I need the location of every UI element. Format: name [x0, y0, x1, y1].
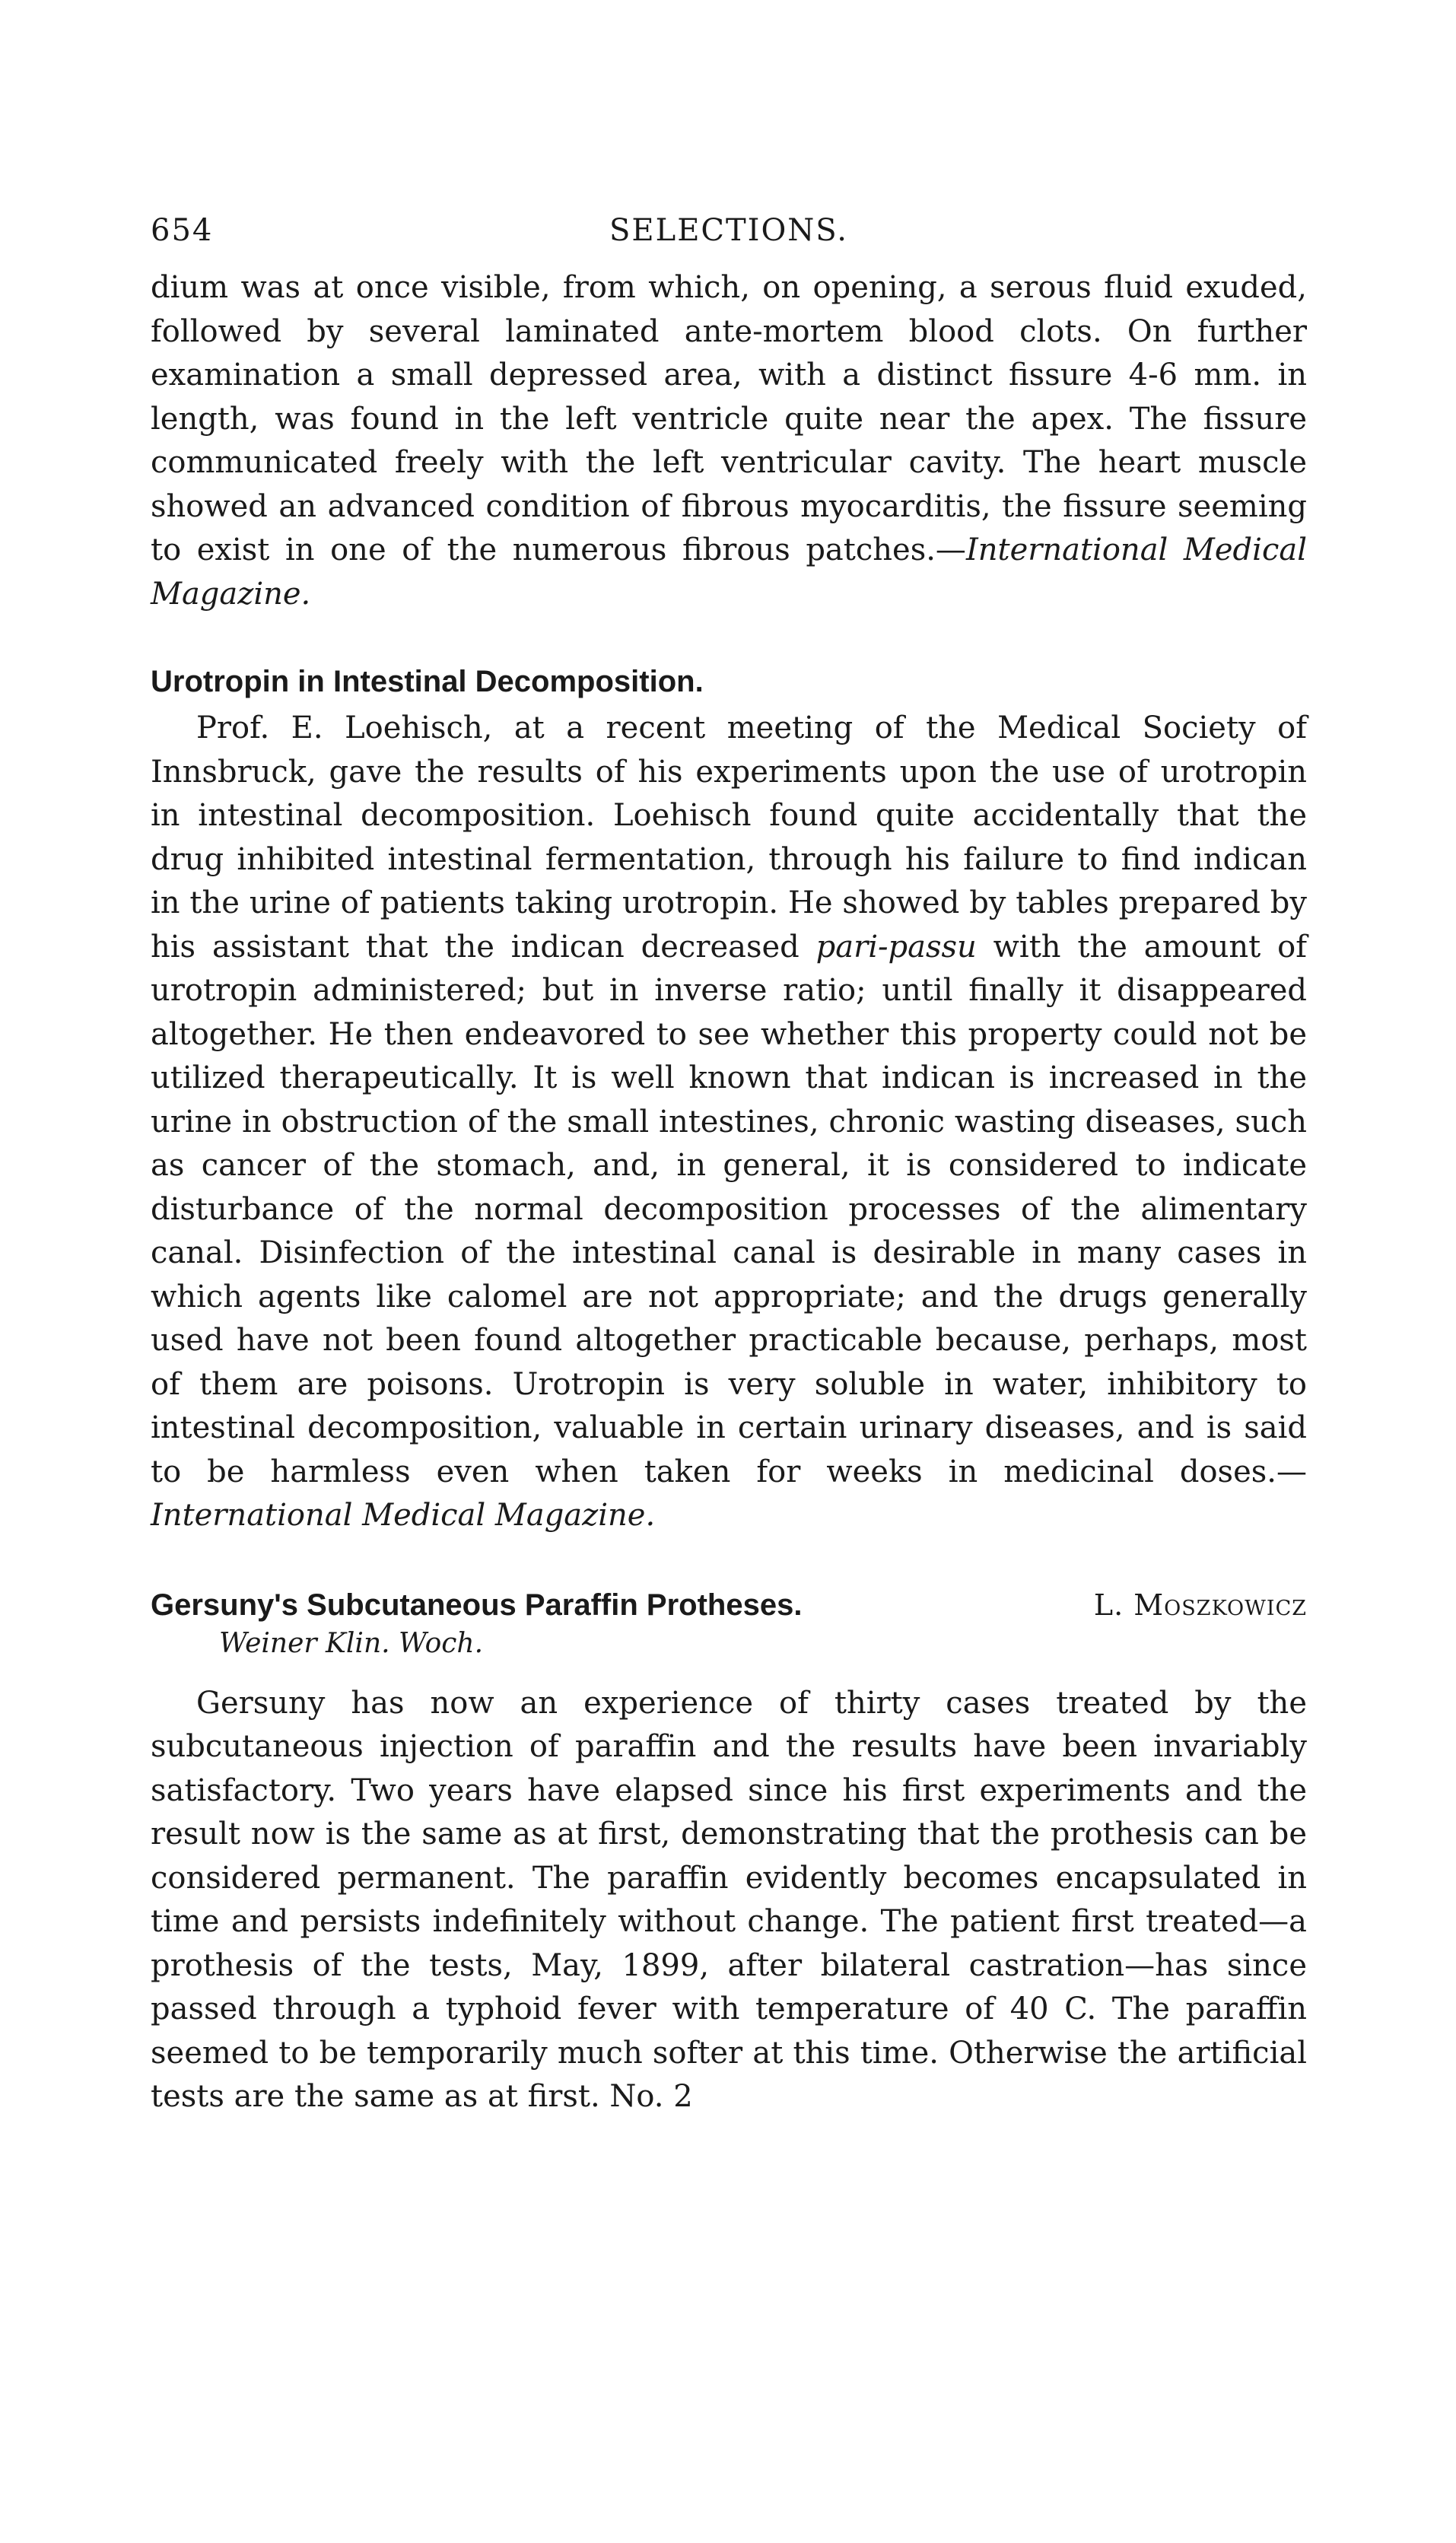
urotropin-source: International Medical Magazine.: [151, 1498, 656, 1533]
continuation-source: International Medical Magazine.: [151, 532, 1307, 612]
urotropin-text-continued: with the amount of urotropin administered; but in inverse ratio; until finally it disappeared altogether. He then endeavored to see whether this property could not be utilized therapeutically. It is well known that indican is increased in the urine in obstruction of the small intestines, chronic wasting diseases, such as cancer of the stomach, and, in general, it is considered to indicate disturbance of the normal decomposition processes of the alimentary canal. Disinfection of the intestinal canal is desirable in many cases in which agents like calomel are not appropriate; and the drugs generally used have not been found altogether practicable because, perhaps, most of them are poisons. Urotropin is very soluble in water, inhibitory to intestinal decomposition, valuable in certain urinary diseases, and is said to be harmless even when taken for weeks in medicinal doses.—: [151, 929, 1307, 1489]
section-heading-block-paraffin: [151, 1584, 1307, 1661]
section-heading-urotropin: Urotropin in Intestinal Decomposition.: [151, 665, 704, 698]
urotropin-paragraph: [151, 707, 1307, 1538]
continuation-text: dium was at once visible, from which, on opening, a serous fluid exuded, followed by several laminated ante-mortem blood clots. On further examination a small depressed area, with a distinct fissure 4-6 mm. in length, was found in the left ventricle quite near the apex. The fissure communicated freely with the left ventricular cavity. The heart muscle showed an advanced condition of fibrous myocarditis, the fissure seeming to exist in one of the numerous fibrous patches.—: [151, 270, 1307, 567]
page-number: 654: [151, 213, 214, 248]
book-page: [151, 213, 1307, 2119]
section-heading-paraffin: Gersuny's Subcutaneous Paraffin Protheses.: [151, 1588, 803, 1622]
article-journal: Weiner Klin. Woch.: [219, 1627, 484, 1659]
running-head: [151, 213, 1307, 266]
continuation-paragraph: [151, 266, 1307, 616]
running-title: SELECTIONS.: [609, 213, 848, 248]
article-author: L. Moszkowicz: [1093, 1588, 1307, 1622]
urotropin-text: Prof. E. Loehisch, at a recent meeting of the Medical Society of Innsbruck, gave the results of his experiments upon the use of urotropin in intestinal decomposition. Loehisch found quite accidentally that the drug inhibited intestinal fermentation, through his failure to find indican in the urine of patients taking urotropin. He showed by tables prepared by his assistant that the indican decreased: [151, 710, 1307, 965]
paraffin-paragraph: Gersuny has now an experience of thirty cases treated by the subcutaneous injection of paraffin and the results have been invariably satisfactory. Two years have elapsed since his first experiments and the result now is the same as at first, demonstrating that the prothesis can be considered permanent. The paraffin evidently becomes encapsulated in time and persists indefinitely without change. The patient first treated—a prothesis of the tests, May, 1899, after bilateral castration—has since passed through a typhoid fever with temperature of 40 C. The paraffin seemed to be temporarily much softer at this time. Otherwise the artificial tests are the same as at first. No. 2: [151, 1685, 1307, 2114]
urotropin-italic-phrase: pari-passu: [815, 929, 977, 965]
